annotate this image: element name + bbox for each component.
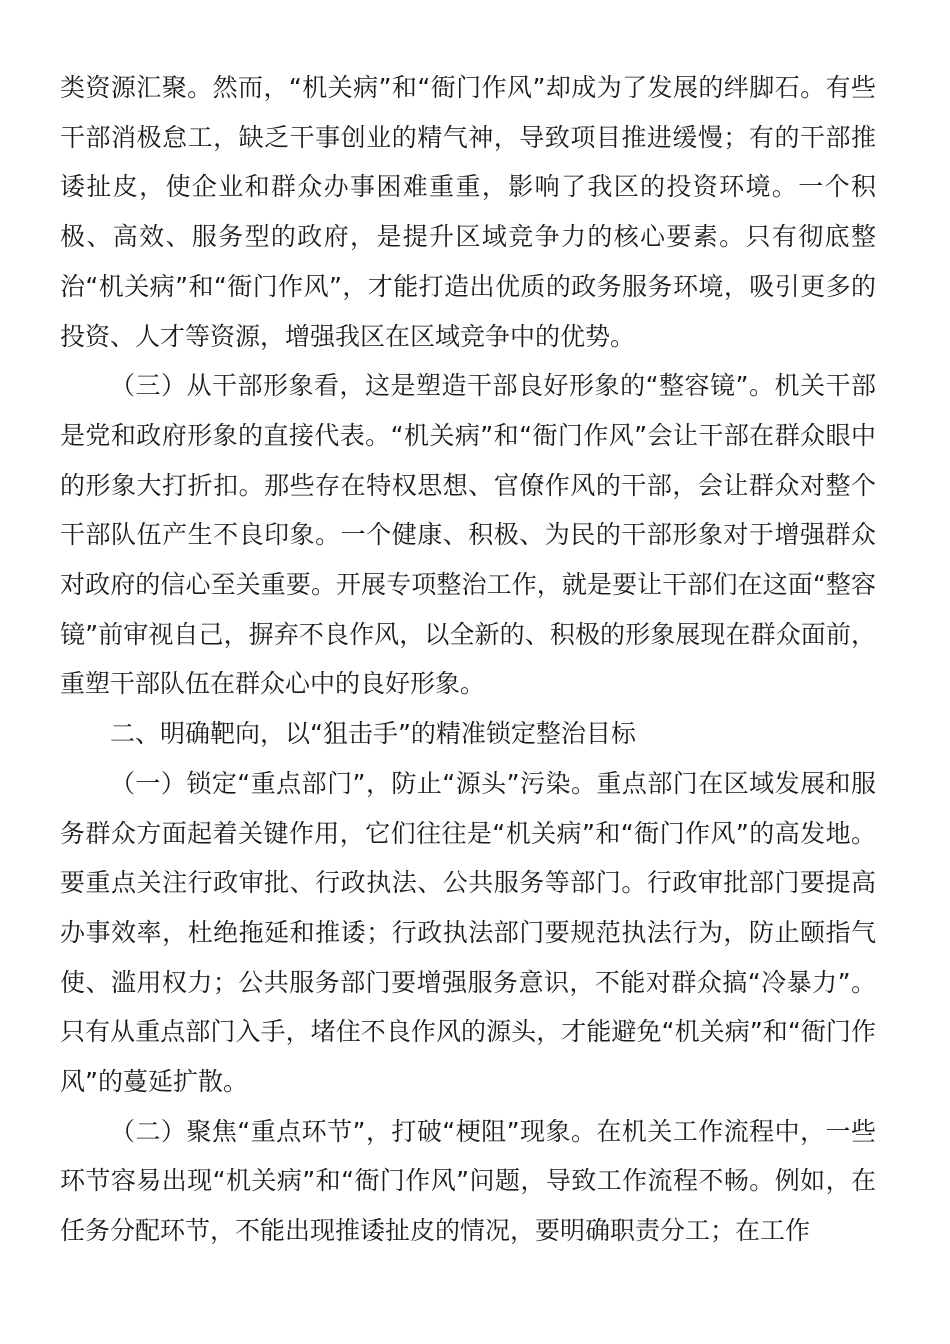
paragraph-cadre-image: （三）从干部形象看，这是塑造干部良好形象的“整容镜”。机关干部是党和政府形象的直接代表。“机关病”和“衙门作风”会让干部在群众眼中的形象大打折扣。那些存在特权思想、官僚作风的干部，会让群众对整个干部队伍产生不良印象。一个健康、积极、为民的干部形象对于增强群众对政府的信心至关重要。开展专项整治工作，就是要让干部们在这面“整容镜”前审视自己，摒弃不良作风，以全新的、积极的形象展现在群众面前，重塑干部队伍在群众心中的良好形象。 bbox=[60, 371, 876, 699]
paragraph-key-departments: （一）锁定“重点部门”，防止“源头”污染。重点部门在区域发展和服务群众方面起着关键作用，它们往往是“机关病”和“衙门作风”的高发地。要重点关注行政审批、行政执法、公共服务等部门。行政审批部门要提高办事效率，杜绝拖延和推诿；行政执法部门要规范执法行为，防止颐指气使、滥用权力；公共服务部门要增强服务意识，不能对群众搞“冷暴力”。只有从重点部门入手，堵住不良作风的源头，才能避免“机关病”和“衙门作风”的蔓延扩散。 bbox=[60, 768, 876, 1097]
document-page bbox=[60, 63, 876, 1256]
paragraph-resources: 类资源汇聚。然而，“机关病”和“衙门作风”却成为了发展的绊脚石。有些干部消极怠工，缺乏干事创业的精气神，导致项目推进缓慢；有的干部推诿扯皮，使企业和群众办事困难重重，影响了我区的投资环境。一个积极、高效、服务型的政府，是提升区域竞争力的核心要素。只有彻底整治“机关病”和“衙门作风”，才能打造出优质的政务服务环境，吸引更多的投资、人才等资源，增强我区在区域竞争中的优势。 bbox=[60, 73, 876, 351]
section-heading-targets: 二、明确靶向，以“狙击手”的精准锁定整治目标 bbox=[110, 719, 636, 749]
paragraph-key-links: （二）聚焦“重点环节”，打破“梗阻”现象。在机关工作流程中，一些环节容易出现“机关病”和“衙门作风”问题，导致工作流程不畅。例如，在任务分配环节，不能出现推诿扯皮的情况，要明确职责分工；在工作 bbox=[60, 1116, 876, 1246]
